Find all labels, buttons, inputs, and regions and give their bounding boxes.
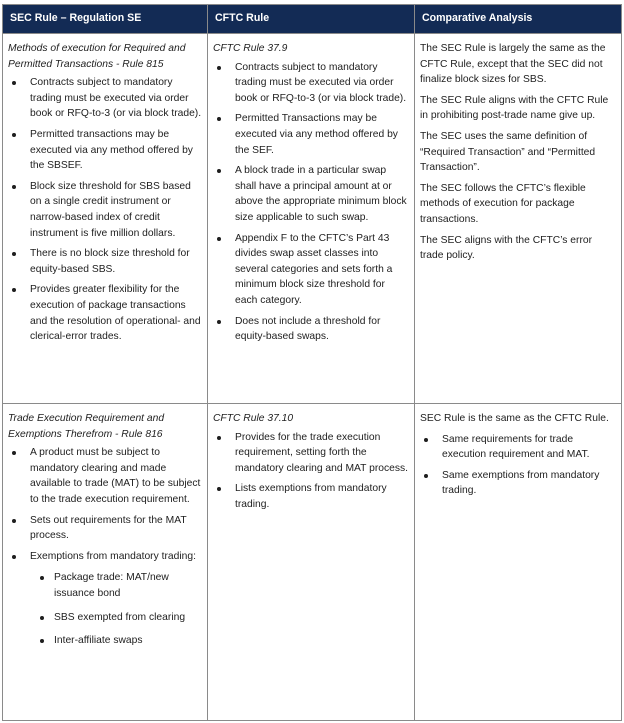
analysis-paragraph: The SEC aligns with the CFTC’s error trade policy. bbox=[420, 234, 593, 262]
list-item: SBS exempted from clearing bbox=[30, 610, 202, 626]
bullet-icon bbox=[217, 436, 221, 440]
bullet-icon bbox=[217, 487, 221, 491]
bullet-icon bbox=[12, 252, 16, 256]
cftc-rule-37-9-heading: CFTC Rule 37.9 bbox=[213, 43, 288, 54]
analysis-paragraph: The SEC Rule aligns with the CFTC Rule in prohibiting post-trade name give up. bbox=[420, 94, 609, 122]
bullet-icon bbox=[12, 451, 16, 455]
list-item: Permitted Transactions may be executed via any method offered by the SEF. bbox=[213, 111, 409, 158]
list-item: Sets out requirements for the MAT process. bbox=[8, 513, 202, 544]
list-item: Contracts subject to mandatory trading must be executed via order book or RFQ-to-3 (or via block trade). bbox=[8, 75, 202, 122]
analysis-row2-list bbox=[420, 432, 616, 499]
bullet-icon bbox=[217, 117, 221, 121]
bullet-icon bbox=[12, 81, 16, 85]
bullet-icon bbox=[217, 169, 221, 173]
bullet-icon bbox=[12, 519, 16, 523]
analysis-paragraph: The SEC uses the same definition of “Required Transaction” and “Permitted Transaction”. bbox=[420, 130, 596, 174]
sec-rule-816-heading: Trade Execution Requirement and Exemptions Therefrom - Rule 816 bbox=[8, 413, 165, 440]
list-item: Permitted transactions may be executed via any method offered by the SBSEF. bbox=[8, 127, 202, 174]
sec-rule-815-list bbox=[8, 75, 202, 345]
sec-rule-815-heading: Methods of execution for Required and Permitted Transactions - Rule 815 bbox=[8, 43, 186, 70]
list-item: A product must be subject to mandatory clearing and made available to trade (MAT) to be subject to the trade execution requirement. bbox=[8, 445, 202, 507]
list-item: Block size threshold for SBS based on a single credit instrument or narrow-based index of credit instrument is five million dollars. bbox=[8, 179, 202, 241]
list-item: Inter-affiliate swaps bbox=[30, 633, 202, 649]
sec-rule-815-cell bbox=[3, 34, 208, 404]
table-row bbox=[3, 404, 622, 721]
list-item: Lists exemptions from mandatory trading. bbox=[213, 481, 409, 512]
bullet-icon bbox=[12, 133, 16, 137]
list-item: Does not include a threshold for equity-based swaps. bbox=[213, 314, 409, 345]
bullet-icon bbox=[40, 576, 44, 580]
bullet-icon bbox=[12, 288, 16, 292]
sec-rule-816-cell bbox=[3, 404, 208, 721]
list-item: Same requirements for trade execution requirement and MAT. bbox=[420, 432, 616, 463]
cftc-rule-37-10-list bbox=[213, 430, 409, 513]
header-sec-rule: SEC Rule – Regulation SE bbox=[3, 5, 208, 34]
analysis-row1-cell bbox=[415, 34, 622, 404]
list-item: Contracts subject to mandatory trading must be executed via order book or RFQ-to-3 (or via block trade). bbox=[213, 60, 409, 107]
header-comparative-analysis: Comparative Analysis bbox=[415, 5, 622, 34]
list-item: Exemptions from mandatory trading: Package trade: MAT/new issuance bond SBS exempted from clearing Inter-affiliate swaps bbox=[8, 549, 202, 649]
bullet-icon bbox=[40, 616, 44, 620]
list-item: There is no block size threshold for equity-based SBS. bbox=[8, 246, 202, 277]
list-item: Provides for the trade execution requirement, setting forth the mandatory clearing and MAT process. bbox=[213, 430, 409, 477]
list-item: Package trade: MAT/new issuance bond bbox=[30, 570, 202, 601]
cftc-rule-37-9-cell bbox=[208, 34, 415, 404]
cftc-rule-37-9-list bbox=[213, 60, 409, 345]
cftc-rule-37-10-heading: CFTC Rule 37.10 bbox=[213, 413, 294, 424]
analysis-intro: SEC Rule is the same as the CFTC Rule. bbox=[420, 413, 609, 424]
list-item: Same exemptions from mandatory trading. bbox=[420, 468, 616, 499]
list-item: Provides greater flexibility for the execution of package transactions and the resolution of operational- and clerical-error trades. bbox=[8, 282, 202, 344]
bullet-icon bbox=[40, 639, 44, 643]
bullet-icon bbox=[217, 237, 221, 241]
analysis-paragraph: The SEC Rule is largely the same as the CFTC Rule, except that the SEC did not finalize block sizes for SBS. bbox=[420, 43, 606, 86]
analysis-row2-cell bbox=[415, 404, 622, 721]
exemptions-sublist bbox=[30, 570, 202, 648]
comparison-table bbox=[2, 4, 622, 721]
header-row bbox=[3, 5, 622, 34]
bullet-icon bbox=[12, 555, 16, 559]
bullet-icon bbox=[217, 66, 221, 70]
sec-rule-816-list bbox=[8, 445, 202, 649]
bullet-icon bbox=[424, 474, 428, 478]
list-item: Appendix F to the CFTC’s Part 43 divides swap asset classes into several categories and sets forth a minimum block size threshold for each category. bbox=[213, 231, 409, 309]
analysis-paragraph: The SEC follows the CFTC’s flexible methods of execution for package transactions. bbox=[420, 182, 586, 225]
header-cftc-rule: CFTC Rule bbox=[208, 5, 415, 34]
bullet-icon bbox=[424, 438, 428, 442]
list-item: A block trade in a particular swap shall have a principal amount at or above the appropriate minimum block size applicable to such swap. bbox=[213, 163, 409, 225]
bullet-icon bbox=[12, 185, 16, 189]
bullet-icon bbox=[217, 320, 221, 324]
table-row bbox=[3, 34, 622, 404]
cftc-rule-37-10-cell bbox=[208, 404, 415, 721]
